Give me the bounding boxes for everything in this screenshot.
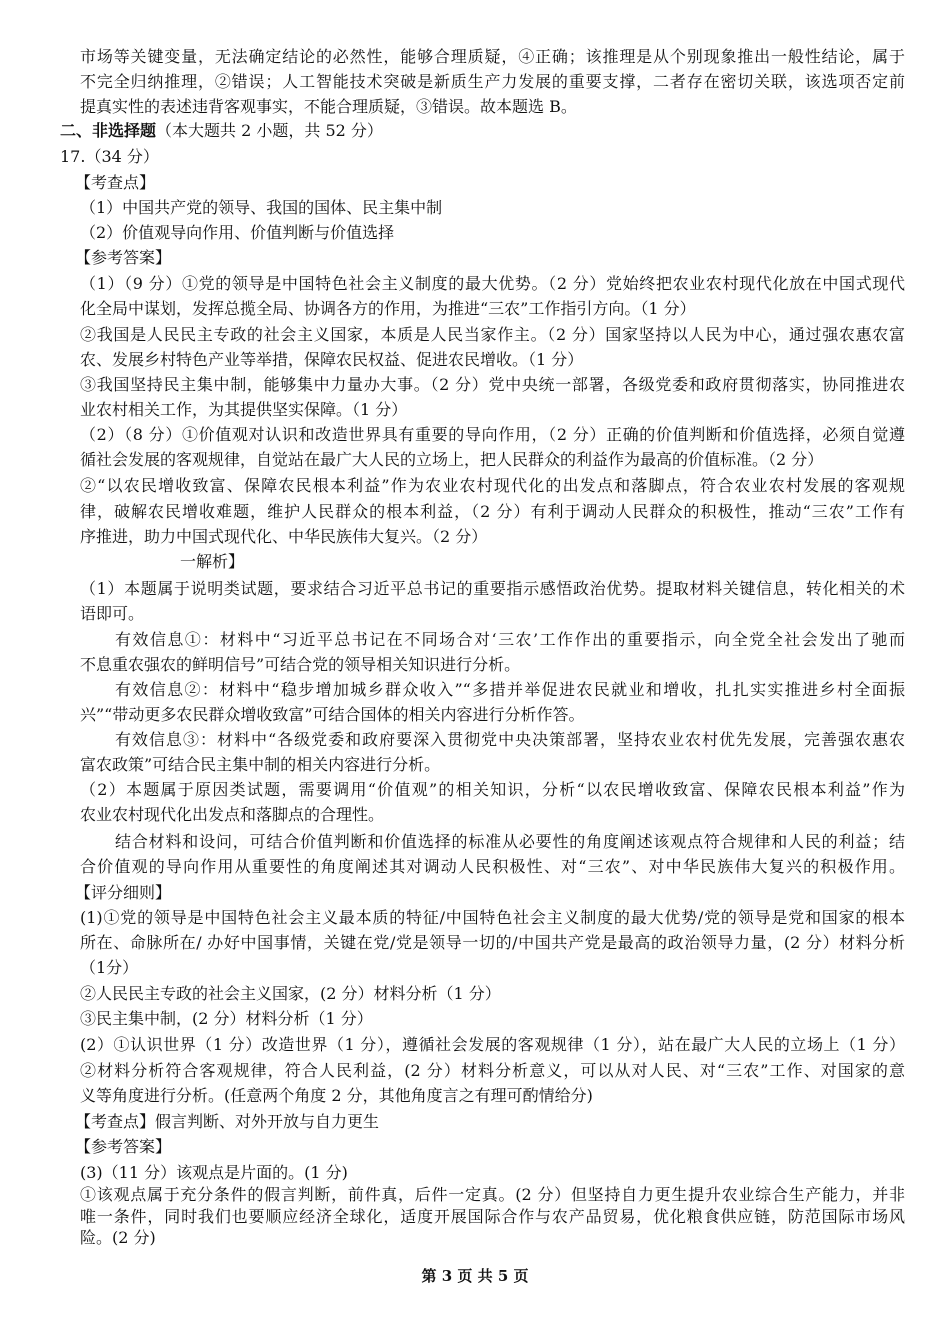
text-line: (1)①党的领导是中国特色社会主义最本质的特征/中国特色社会主义制度的最大优势/党的领导是党和国家的根本 [80, 908, 905, 927]
text-line: （1）（9 分）①党的领导是中国特色社会主义制度的最大优势。（2 分）党始终把农业农村现代化放在中国式现代 [80, 274, 905, 293]
text-line: 唯一条件，同时我们也要顺应经济全球化，适度开展国际合作与农产品贸易，优化粮食供应链，防范国际市场风 [80, 1207, 905, 1226]
text-line: 农、发展乡村特色产业等举措，保障农民权益、促进农民增收。（1 分） [80, 350, 584, 369]
text-line: 【参考答案】 [75, 248, 172, 267]
text-line: 结合材料和设问，可结合价值判断和价值选择的标准从必要性的角度阐述该观点符合规律和人民的利益；结 [115, 832, 905, 851]
section-note: （本大题共 2 小题，共 52 分） [156, 121, 383, 140]
text-line: ②材料分析符合客观规律，符合人民利益，(2 分）材料分析意义，可以从对人民、对“三农”工作、对国家的意 [80, 1061, 905, 1080]
text-line: (3)（11 分）该观点是片面的。(1 分) [80, 1163, 348, 1182]
text-line: （1分） [80, 958, 139, 977]
text-line: 不息重农强农的鲜明信号”可结合党的领导相关知识进行分析。 [80, 655, 521, 674]
text-line: ②我国是人民民主专政的社会主义国家，本质是人民当家作主。（2 分）国家坚持以人民为中心，通过强农惠农富 [80, 325, 905, 344]
text-line: 提真实性的表述违背客观事实，不能合理质疑，③错误。故本题选 B。 [80, 97, 577, 116]
text-line: 合价值观的导向作用从重要性的角度阐述其对调动人民积极性、对“三农”、对中华民族伟大复兴的积极作用。 [80, 857, 905, 876]
text-line: 律，破解农民增收难题，维护人民群众的根本利益，（2 分）有利于调动人民群众的积极性，推动“三农”工作有 [80, 502, 905, 521]
text-line: 有效信息③：材料中“各级党委和政府要深入贯彻党中央决策部署，坚持农业农村优先发展，完善强农惠农 [115, 730, 905, 749]
text-line: 语即可。 [80, 604, 145, 623]
text-line: （2）（8 分）①价值观对认识和改造世界具有重要的导向作用，（2 分）正确的价值判断和价值选择，必须自觉遵 [80, 425, 905, 444]
text-line: （2）价值观导向作用、价值判断与价值选择 [80, 223, 395, 242]
text-line: 【评分细则】 [75, 883, 172, 902]
text-line: 序推进，助力中国式现代化、中华民族伟大复兴。（2 分） [80, 527, 488, 546]
text-line: 有效信息①：材料中“习近平总书记在不同场合对‘三农’工作作出的重要指示，向全党全社会发出了驰而 [115, 630, 905, 649]
text-line: 【考查点】 [75, 173, 156, 192]
text-line: ②人民民主专政的社会主义国家，(2 分）材料分析（1 分） [80, 984, 501, 1003]
text-line: ③民主集中制，(2 分）材料分析（1 分） [80, 1009, 373, 1028]
text-line: 兴”“带动更多农民群众增收致富”可结合国体的相关内容进行分析作答。 [80, 705, 585, 724]
text-line: (2）①认识世界（1 分）改造世界（1 分），遵循社会发展的客观规律（1 分），站在最广大人民的立场上（1 分） [80, 1035, 905, 1054]
text-line: 农业农村现代化出发点和落脚点的合理性。 [80, 805, 385, 824]
text-line: （1）中国共产党的领导、我国的国体、民主集中制 [80, 198, 443, 217]
text-line: 化全局中谋划，发挥总揽全局、协调各方的作用，为推进“三农”工作指引方向。（1 分） [80, 299, 696, 318]
section-heading [60, 121, 383, 141]
text-line: 所在、命脉所在/ 办好中国事情，关键在党/党是领导一切的/中国共产党是最高的政治领导力量，(2 分）材料分析 [80, 933, 905, 952]
text-line: ③我国坚持民主集中制，能够集中力量办大事。（2 分）党中央统一部署，各级党委和政府贯彻落实，协同推进农 [80, 375, 905, 394]
text-line: 义等角度进行分析。(任意两个角度 2 分，其他角度言之有理可酌情给分) [80, 1086, 593, 1105]
page-footer: 第 3 页 共 5 页 [421, 1267, 529, 1285]
text-line: 一解析】 [180, 552, 245, 571]
text-line: 17.（34 分） [60, 147, 159, 166]
text-line: 循社会发展的客观规律，自觉站在最广大人民的立场上，把人民群众的利益作为最高的价值标准。（2 分） [80, 450, 824, 469]
text-line: 富农政策”可结合民主集中制的相关内容进行分析。 [80, 755, 441, 774]
text-line: ②“以农民增收致富、保障农民根本利益”作为农业农村现代化的出发点和落脚点，符合农业农村发展的客观规 [80, 476, 905, 495]
text-line: 有效信息②：材料中“稳步增加城乡群众收入”“多措并举促进农民就业和增收，扎扎实实推进乡村全面振 [115, 680, 905, 699]
text-line: ①该观点属于充分条件的假言判断，前件真，后件一定真。(2 分）但坚持自力更生提升农业综合生产能力，并非 [80, 1185, 905, 1204]
text-line: 【参考答案】 [75, 1137, 172, 1156]
text-line: （1）本题属于说明类试题，要求结合习近平总书记的重要指示感悟政治优势。提取材料关键信息，转化相关的术 [80, 579, 905, 598]
text-line: 不完全归纳推理，②错误；人工智能技术突破是新质生产力发展的重要支撑，二者存在密切关联，该选项否定前 [80, 72, 905, 91]
section-title: 二、非选择题 [60, 121, 157, 140]
text-line: 【考查点】假言判断、对外开放与自力更生 [75, 1112, 380, 1131]
text-line: （2）本题属于原因类试题，需要调用“价值观”的相关知识，分析“以农民增收致富、保障农民根本利益”作为 [80, 780, 905, 799]
text-line: 险。(2 分) [80, 1228, 156, 1247]
text-line: 市场等关键变量，无法确定结论的必然性，能够合理质疑，④正确；该推理是从个别现象推出一般性结论，属于 [80, 47, 905, 66]
text-line: 业农村相关工作，为其提供坚实保障。（1 分） [80, 400, 408, 419]
